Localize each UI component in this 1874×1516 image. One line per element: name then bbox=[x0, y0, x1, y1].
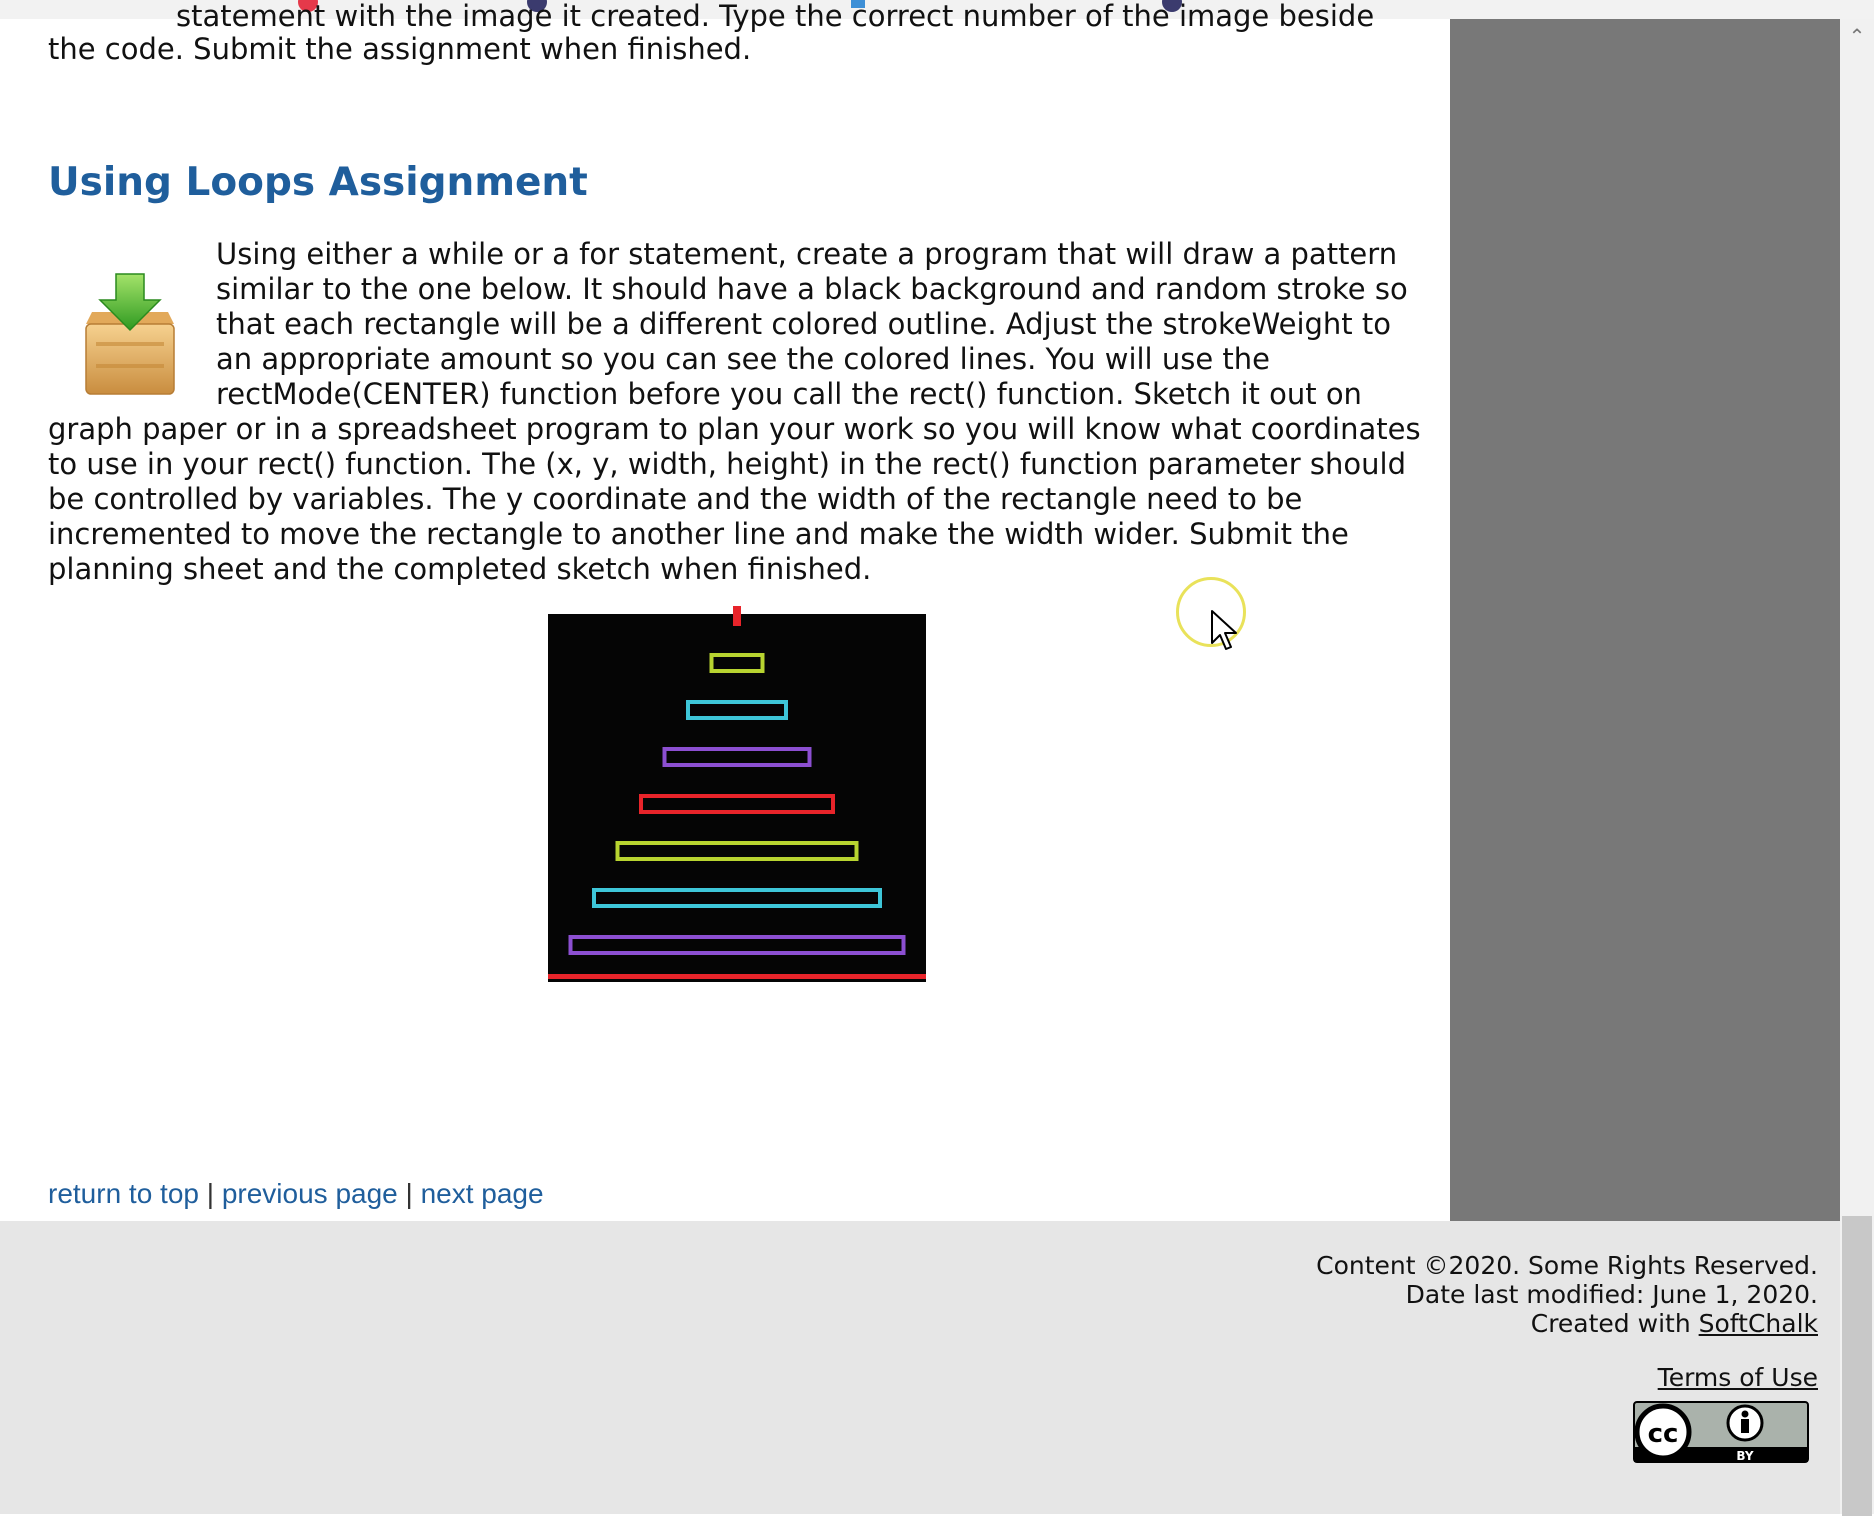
pattern-rectangle bbox=[548, 974, 926, 979]
copyright-text: Content ©2020. Some Rights Reserved. bbox=[1316, 1251, 1818, 1280]
previous-page-link[interactable]: previous page bbox=[221, 1178, 398, 1209]
cc-by-badge-icon[interactable] bbox=[1633, 1401, 1809, 1463]
created-with-text bbox=[1316, 1309, 1818, 1338]
scrollbar-thumb[interactable] bbox=[1842, 1216, 1872, 1516]
cut-off-text-line: statement with the image it created. Type the correct number of the image beside bbox=[176, 0, 1375, 33]
paragraph-line: an appropriate amount so you can see the colored lines. You will use the bbox=[216, 342, 1270, 376]
softchalk-link[interactable]: SoftChalk bbox=[1698, 1309, 1818, 1338]
mouse-cursor-icon bbox=[1210, 609, 1240, 653]
next-page-link[interactable]: next page bbox=[420, 1178, 544, 1209]
license-label: BY bbox=[1736, 1449, 1754, 1463]
nav-separator: | bbox=[206, 1178, 215, 1209]
paragraph-line: planning sheet and the completed sketch when finished. bbox=[48, 552, 872, 586]
paragraph-line: to use in your rect() function. The (x, y, width, height) in the rect() function parameter should bbox=[48, 447, 1406, 481]
paragraph-line: incremented to move the rectangle to another line and make the width wider. Submit the bbox=[48, 517, 1349, 551]
nav-separator: | bbox=[405, 1178, 413, 1209]
section-heading: Using Loops Assignment bbox=[48, 160, 588, 205]
last-modified-text: Date last modified: June 1, 2020. bbox=[1405, 1280, 1818, 1309]
pattern-rectangle bbox=[735, 608, 739, 624]
right-sidebar bbox=[1450, 19, 1840, 1221]
svg-text:cc: cc bbox=[1647, 1419, 1679, 1449]
page-footer bbox=[0, 1221, 1840, 1514]
paragraph-line: be controlled by variables. The y coordinate and the width of the rectangle need to be bbox=[48, 482, 1303, 516]
paragraph-line: rectMode(CENTER) function before you call the rect() function. Sketch it out on bbox=[216, 377, 1362, 411]
page-navigation bbox=[48, 1177, 544, 1211]
text-line: the code. Submit the assignment when finished. bbox=[48, 32, 752, 66]
page-scrollbar[interactable] bbox=[1840, 19, 1874, 1514]
terms-of-use-link[interactable]: Terms of Use bbox=[1657, 1363, 1818, 1392]
created-with-prefix: Created with bbox=[1530, 1309, 1691, 1338]
paragraph-line: Using either a while or a for statement, create a program that will draw a pattern bbox=[216, 237, 1398, 271]
assignment-instructions bbox=[48, 237, 1448, 587]
rectangle-pattern-image bbox=[548, 614, 926, 982]
terms-block bbox=[1658, 1363, 1818, 1392]
paragraph-line: graph paper or in a spreadsheet program to plan your work so you will know what coordinates bbox=[48, 412, 1421, 446]
scroll-up-arrow-icon[interactable]: ⌃ bbox=[1848, 24, 1866, 48]
return-to-top-link[interactable]: return to top bbox=[48, 1178, 199, 1209]
footer-info bbox=[1316, 1251, 1818, 1338]
paragraph-line: that each rectangle will be a different colored outline. Adjust the strokeWeight to bbox=[216, 307, 1391, 341]
paragraph-line: similar to the one below. It should have a black background and random stroke so bbox=[216, 272, 1408, 306]
